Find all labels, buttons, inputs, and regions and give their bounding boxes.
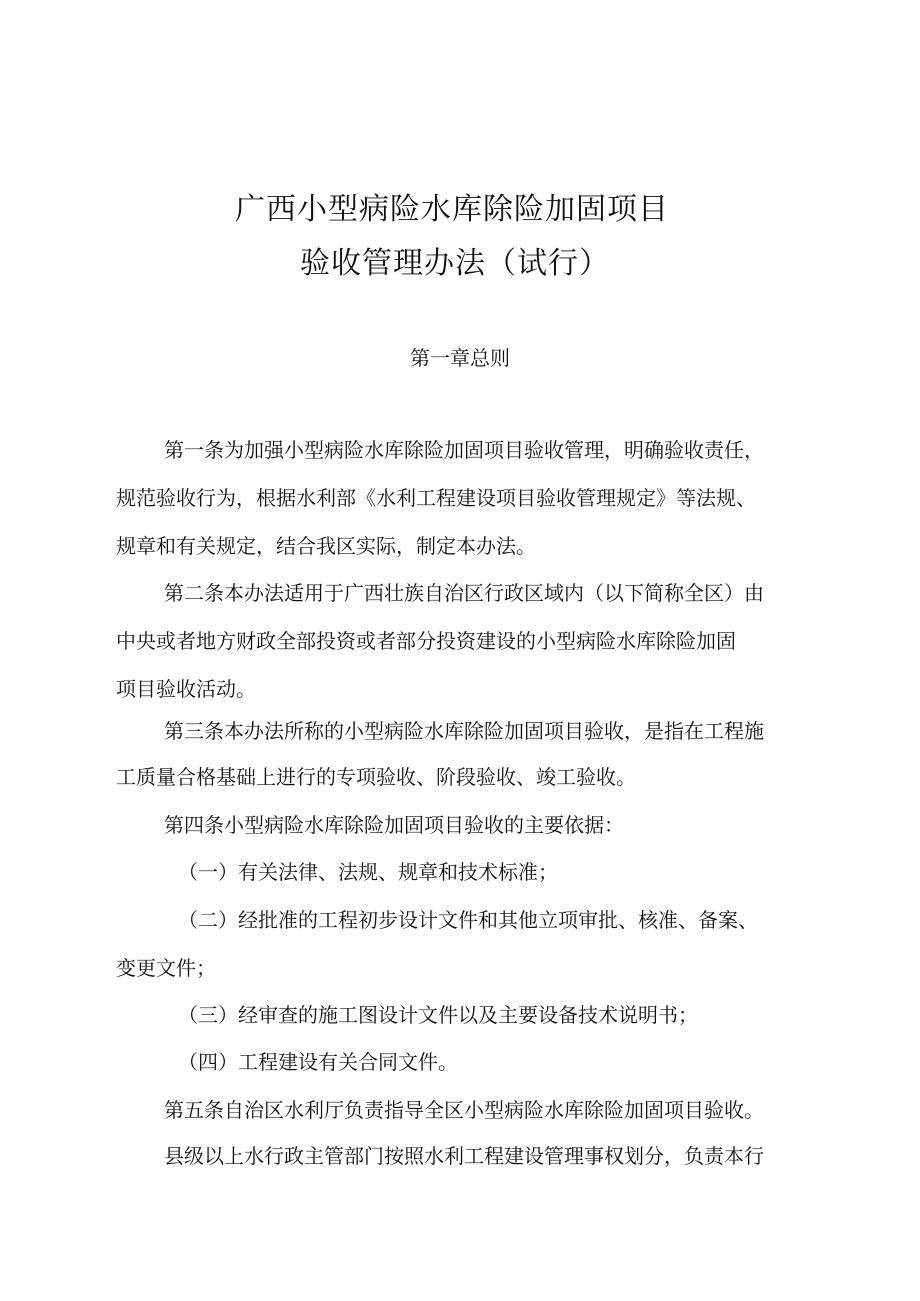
body-line: 变更文件； xyxy=(116,956,216,980)
body-line: 县级以上水行政主管部门按照水利工程建设管理事权划分，负责本行 xyxy=(164,1144,764,1168)
chapter-heading: 第一章总则 xyxy=(410,346,510,370)
body-line: 第一条为加强小型病险水库除险加固项目验收管理，明确验收责任， xyxy=(164,438,764,462)
body-line: 工质量合格基础上进行的专项验收、阶段验收、竣工验收。 xyxy=(116,765,636,789)
body-line: （二）经批准的工程初步设计文件和其他立项审批、核准、备案、 xyxy=(178,908,758,932)
document-title-line-2: 验收管理办法（试行） xyxy=(300,246,610,281)
body-line: 项目验收活动。 xyxy=(116,677,256,701)
body-line: （一）有关法律、法规、规章和技术标准； xyxy=(178,860,558,884)
body-line: 规范验收行为，根据水利部《水利工程建设项目验收管理规定》等法规、 xyxy=(116,486,756,510)
body-line: 第五条自治区水利厅负责指导全区小型病险水库除险加固项目验收。 xyxy=(164,1098,764,1122)
body-line: 中央或者地方财政全部投资或者部分投资建设的小型病险水库除险加固 xyxy=(116,629,736,653)
body-line: 第三条本办法所称的小型病险水库除险加固项目验收，是指在工程施 xyxy=(164,719,764,743)
body-line: 第二条本办法适用于广西壮族自治区行政区域内（以下简称全区）由 xyxy=(164,581,764,605)
document-title-line-1: 广西小型病险水库除险加固项目 xyxy=(235,192,669,227)
body-line: 第四条小型病险水库除险加固项目验收的主要依据： xyxy=(164,813,624,837)
body-line: 规章和有关规定，结合我区实际，制定本办法。 xyxy=(116,534,536,558)
body-line: （四）工程建设有关合同文件。 xyxy=(178,1050,458,1074)
body-line: （三）经审查的施工图设计文件以及主要设备技术说明书； xyxy=(178,1003,698,1027)
